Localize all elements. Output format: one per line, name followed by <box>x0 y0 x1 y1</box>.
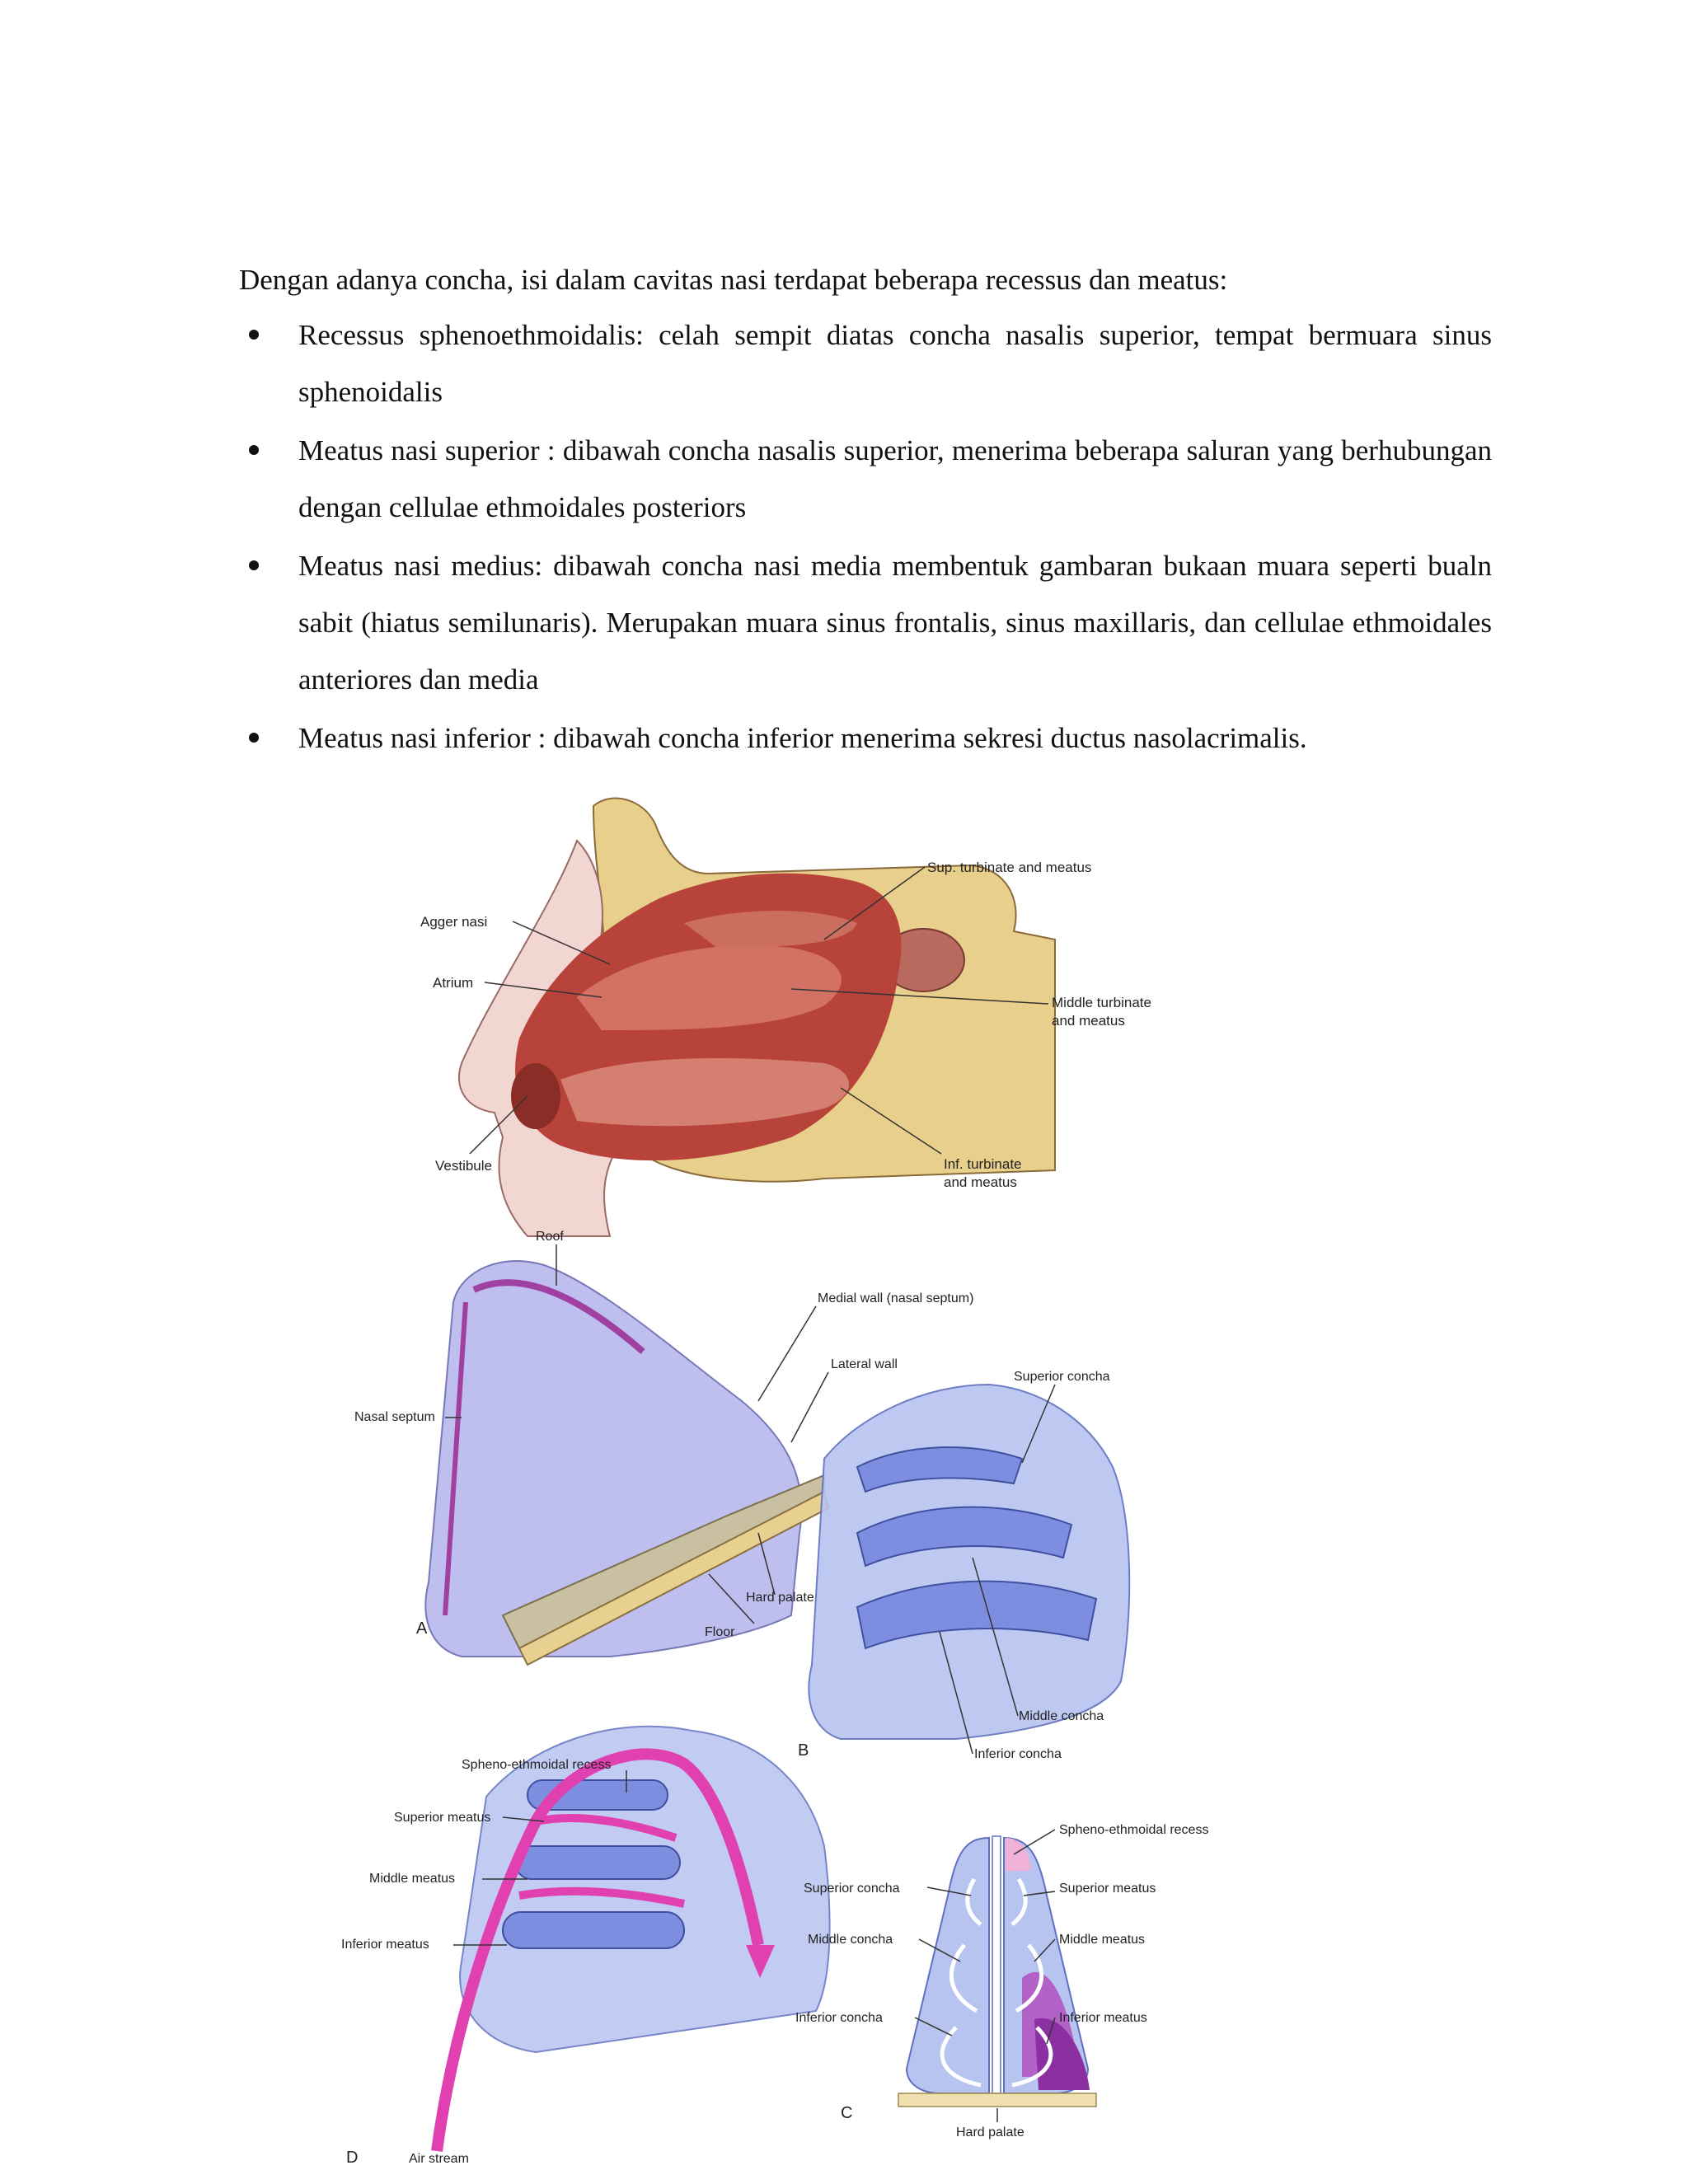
hard-palate-c <box>898 2093 1096 2107</box>
label-air-stream: Air stream <box>409 2152 469 2166</box>
label-superior-concha-b: Superior concha <box>1014 1370 1110 1384</box>
bullet-icon <box>249 560 259 570</box>
list-item-text: Recessus sphenoethmoidalis: celah sempit diatas concha nasalis superior, tempat bermuara sinus sphenoidalis <box>298 319 1492 408</box>
list-item-text: Meatus nasi superior : dibawah concha nasalis superior, menerima beberapa saluran yang berhubungan dengan cellulae ethmoidales posteriors <box>298 434 1492 523</box>
label-middle-turbinate-1: Middle turbinate <box>1052 995 1151 1010</box>
labels-c <box>795 1823 1208 2139</box>
label-inf-turbinate-2: and meatus <box>944 1174 1017 1190</box>
label-inf-turbinate-1: Inf. turbinate <box>944 1156 1022 1172</box>
cavity-volume-d <box>460 1727 829 2052</box>
label-nasal-septum: Nasal septum <box>354 1410 435 1424</box>
label-floor: Floor <box>705 1625 735 1639</box>
list-item <box>239 537 1492 708</box>
vestibule-shadow <box>511 1063 560 1129</box>
label-middle-meatus-c: Middle meatus <box>1059 1933 1146 1947</box>
label-inferior-meatus-c: Inferior meatus <box>1059 2011 1147 2025</box>
label-inferior-meatus-d: Inferior meatus <box>341 1938 429 1952</box>
sagittal-nasal-cavity-figure <box>420 799 1151 1236</box>
septum-c <box>992 1836 1001 2093</box>
figure-c-coronal <box>795 1823 1208 2139</box>
inferior-concha-d <box>503 1912 684 1948</box>
label-middle-concha-b: Middle concha <box>1019 1709 1104 1723</box>
label-vestibule: Vestibule <box>435 1158 492 1174</box>
label-superior-meatus-d: Superior meatus <box>394 1811 491 1825</box>
label-atrium: Atrium <box>433 975 474 991</box>
label-superior-meatus-c: Superior meatus <box>1059 1882 1156 1896</box>
label-medial-wall: Medial wall (nasal septum) <box>818 1291 974 1305</box>
left-cavity-c <box>907 1838 989 2093</box>
label-sup-turbinate: Sup. turbinate and meatus <box>927 860 1092 875</box>
bullet-list <box>239 307 1492 768</box>
bullet-icon <box>249 445 259 455</box>
bullet-icon <box>249 733 259 743</box>
label-letter-d: D <box>346 2149 359 2167</box>
label-inferior-concha-b: Inferior concha <box>974 1747 1062 1761</box>
figure-b-conchae <box>798 1370 1129 1761</box>
list-item <box>239 307 1492 420</box>
label-hard-palate-c: Hard palate <box>956 2125 1025 2139</box>
list-item <box>239 422 1492 536</box>
anatomy-figures <box>330 791 1269 2176</box>
label-superior-concha-c: Superior concha <box>804 1882 900 1896</box>
list-item-text: Meatus nasi medius: dibawah concha nasi media membentuk gambaran bukaan muara seperti bualn sabit (hiatus semilunaris). Merupakan muara sinus frontalis, sinus maxillaris, dan cellulae ethmoidales anteriores dan media <box>298 550 1492 696</box>
label-middle-concha-c: Middle concha <box>808 1933 893 1947</box>
label-inferior-concha-c: Inferior concha <box>795 2011 883 2025</box>
label-hard-palate-a: Hard palate <box>746 1591 814 1605</box>
label-letter-b: B <box>798 1741 809 1760</box>
label-letter-c: C <box>841 2104 853 2122</box>
spheno-recess-c <box>1006 1838 1030 1871</box>
intro-paragraph: Dengan adanya concha, isi dalam cavitas nasi terdapat beberapa recessus dan meatus: <box>239 264 1228 296</box>
label-agger-nasi: Agger nasi <box>420 914 488 930</box>
bullet-icon <box>249 330 259 340</box>
cavity-volume-b <box>809 1385 1129 1739</box>
label-roof: Roof <box>536 1230 564 1244</box>
label-spheno-recess-c: Spheno-ethmoidal recess <box>1059 1823 1209 1837</box>
list-item <box>239 710 1492 766</box>
list-item-text: Meatus nasi inferior : dibawah concha inferior menerima sekresi ductus nasolacrimalis. <box>298 722 1307 754</box>
nasal-cavity-illustration <box>330 791 1269 2176</box>
label-letter-a: A <box>416 1619 428 1638</box>
figure-d-meatus <box>341 1727 830 2167</box>
label-middle-meatus-d: Middle meatus <box>369 1872 456 1886</box>
label-middle-turbinate-2: and meatus <box>1052 1013 1125 1029</box>
label-spheno-recess-d: Spheno-ethmoidal recess <box>462 1758 612 1772</box>
label-lateral-wall: Lateral wall <box>831 1357 898 1371</box>
middle-concha-d <box>515 1846 680 1879</box>
